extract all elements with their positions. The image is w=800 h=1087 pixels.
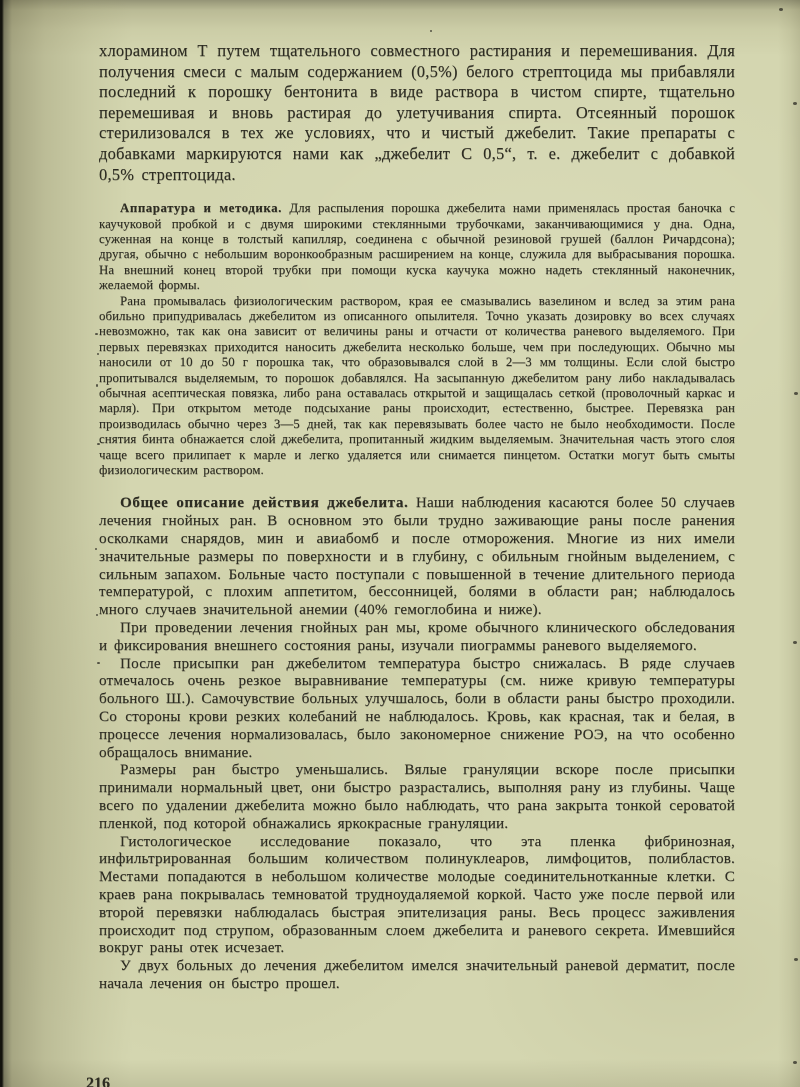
scan-speck (793, 641, 797, 644)
methods-heading: Аппаратура и методика. (120, 201, 282, 216)
fine-print-section (99, 201, 735, 478)
scan-speck (96, 384, 98, 387)
body-paragraph: Размеры ран быстро уменьшались. Вялые грануляции вскоре после присыпки принимали нормальный цвет, они быстро разрастались, выполняя рану из глубины. Чаще всего по удалении джебелита можно было наблюдать, что рана закрыта тонкой сероватой пленкой, под которой обнажались яркокрасные грануляции. (99, 762, 735, 832)
methods-text: Для распыления порошка джебелита нами применялась простая баночка с каучуковой пробкой и с двумя широкими стеклянными трубочками, заканчивающимися у дна. Одна, суженная на конце в толстый капилляр, соединена с обычной резиновой грушей (баллон Ричардсона); другая, обычно с небольшим воронкообразным расширением на конце, служила для выбрасывания порошка. На внешний конец второй трубки при помощи куска каучука можно надеть стеклянный наконечник, желаемой формы. (99, 201, 735, 293)
scan-speck (430, 30, 432, 32)
scan-speck (95, 333, 98, 335)
page-number: 216 (86, 1075, 110, 1087)
scan-speck (96, 614, 98, 616)
section-heading: Общее описание действия джебелита. (120, 495, 409, 512)
scan-speck (779, 8, 783, 11)
body-paragraph: Гистологическое исследование показало, что эта пленка фибринозная, инфильтрированная большим количеством полинуклеаров, лимфоцитов, полибластов. Местами попадаются в небольшом количестве молодые соединительнотканные клетки. С краев рана покрывалась темноватой трудноудаляемой коркой. Часто уже после первой или второй перевязки наблюдалась быстрая эпителизация раны. Весь процесс заживления происходит под струпом, образованным слоем джебелита и раневого секрета. Имевшийся вокруг раны отек исчезает. (99, 833, 735, 957)
body-paragraph: У двух больных до лечения джебелитом имелся значительный раневой дерматит, после начала лечения он быстро прошел. (99, 958, 735, 992)
methods-paragraph (99, 201, 735, 293)
scan-speck (95, 548, 97, 550)
scan-speck (793, 1061, 797, 1064)
section-lead-text: Наши наблюдения касаются более 50 случаев лечения гнойных ран. В основном это были трудно заживающие раны после ранения осколками снарядов, мин и авиабомб и после отморожения. Многие из них имели значительные размеры по поверхности и в глубину, с обильным гнойным выделением, с сильным запахом. Больные часто поступали с повышенной в течение длительного периода температурой, с плохим аппетитом, бессонницей, болями в области ран; наблюдалось много случаев значительной анемии (40% гемоглобина и ниже). (99, 495, 735, 619)
section-lead-paragraph (99, 495, 735, 620)
scan-speck (794, 392, 798, 395)
intro-paragraph: хлорамином Т путем тщательного совместного растирания и перемешивания. Для получения смеси с малым содержанием (0,5%) белого стрептоцида мы прибавляли последний к порошку бентонита в виде раствора в чистом спирте, тщательно перемешивая и вновь растирая до улетучивания спирта. Отсеянный порошок стерилизовался в тех же условиях, что и чистый джебелит. Такие препараты с добавками маркируются нами как „джебелит С 0,5“, т. е. джебелит с добавкой 0,5% стрептоцида. (99, 41, 735, 184)
methods-paragraph: Рана промывалась физиологическим раствором, края ее смазывались вазелином и вслед за этим рана обильно припудривалась джебелитом из описанного опылителя. Точно указать дозировку во всех случаях невозможно, так как она зависит от величины раны и отчасти от количества раневого выделяемого. При первых перевязках приходится наносить джебелита несколько больше, чем при последующих. Обычно мы наносили от 10 до 50 г порошка так, что образовывался слой в 2—3 мм толщины. Если слой быстро пропитывался выделяемым, то порошок добавлялся. На засыпанную джебелитом рану либо накладывалась обычная асептическая повязка, либо рана оставалась открытой и защищалась сеткой (проволочный каркас и марля). При открытом методе подсыхание раны происходит, естественно, быстрее. Перевязка ран производилась обычно через 3—5 дней, так как перевязывать более часто не было необходимости. После снятия бинта обнажается слой джебелита, пропитанный жидким выделяемым. Значительная часть этого слоя чаще всего прилипает к марле и легко удаляется или снимается пинцетом. Остатки могут быть смыты физиологическим раствором. (99, 293, 735, 478)
scan-speck (793, 102, 797, 105)
scan-speck (794, 958, 798, 961)
body-paragraph: При проведении лечения гнойных ран мы, кроме обычного клинического обследования и фиксирования внешнего состояния раны, изучали пиограммы раневого выделяемого. (99, 620, 735, 654)
body-paragraph: После присыпки ран джебелитом температура быстро снижалась. В ряде случаев отмечалось очень резкое выравнивание температуры (см. ниже кривую температуры больного Ш.). Самочувствие больных улучшалось, боли в области раны быстро проходили. Со стороны крови резких колебаний не наблюдалось. Кровь, как красная, так и белая, в процессе лечения нормализовалась, было закономерное снижение РОЭ, на что особенно обращалось внимание. (99, 655, 735, 761)
page-content (99, 41, 735, 994)
general-description-section (99, 495, 735, 993)
